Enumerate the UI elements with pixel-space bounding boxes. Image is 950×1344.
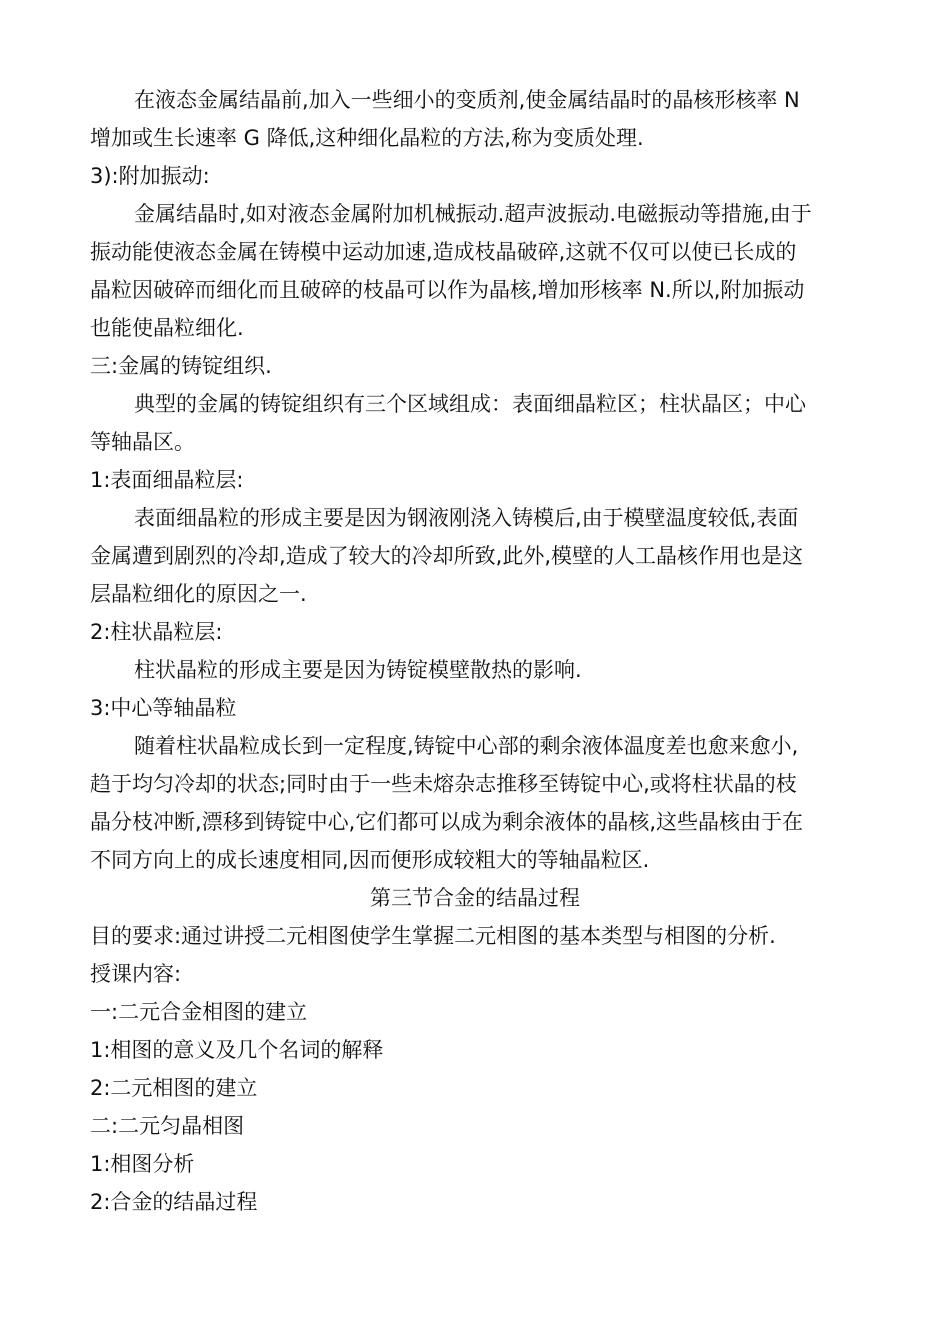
paragraph-line: 金属遭到剧烈的冷却,造成了较大的冷却所致,此外,模壁的人工晶核作用也是这	[90, 544, 804, 568]
section-heading: 3:中心等轴晶粒	[90, 696, 237, 720]
paragraph-line: 金属结晶时,如对液态金属附加机械振动.超声波振动.电磁振动等措施,由于	[134, 202, 812, 226]
paragraph-line: 晶分枝冲断,漂移到铸锭中心,它们都可以成为剩余液体的晶核,这些晶核由于在	[90, 810, 804, 834]
list-item: 2:二元相图的建立	[90, 1076, 258, 1100]
paragraph-line: 层晶粒细化的原因之一.	[90, 582, 307, 606]
section-heading: 1:表面细晶粒层:	[90, 468, 244, 492]
list-item: 2:合金的结晶过程	[90, 1190, 258, 1214]
section-heading: 3):附加振动:	[90, 164, 210, 188]
list-item: 1:相图分析	[90, 1152, 195, 1176]
paragraph-line: 目的要求:通过讲授二元相图使学生掌握二元相图的基本类型与相图的分析.	[90, 924, 776, 948]
list-item: 1:相图的意义及几个名词的解释	[90, 1038, 384, 1062]
paragraph-line: 等轴晶区。	[90, 430, 195, 454]
section-heading: 授课内容:	[90, 962, 182, 986]
paragraph-line: 增加或生长速率 G 降低,这种细化晶粒的方法,称为变质处理.	[90, 126, 644, 150]
paragraph-line: 柱状晶粒的形成主要是因为铸锭模壁散热的影响.	[134, 658, 582, 682]
section-heading: 2:柱状晶粒层:	[90, 620, 223, 644]
paragraph-line: 表面细晶粒的形成主要是因为钢液刚浇入铸模后,由于模壁温度较低,表面	[134, 506, 799, 530]
section-heading: 三:金属的铸锭组织.	[90, 354, 272, 378]
paragraph-line: 也能使晶粒细化.	[90, 316, 244, 340]
section-heading: 一:二元合金相图的建立	[90, 1000, 308, 1024]
paragraph-line: 趋于均匀冷却的状态;同时由于一些未熔杂志推移至铸锭中心,或将柱状晶的枝	[90, 772, 797, 796]
paragraph-line: 在液态金属结晶前,加入一些细小的变质剂,使金属结晶时的晶核形核率 N	[134, 88, 800, 112]
paragraph-line: 随着柱状晶粒成长到一定程度,铸锭中心部的剩余液体温度差也愈来愈小,	[134, 734, 799, 758]
paragraph-line: 不同方向上的成长速度相同,因而便形成较粗大的等轴晶粒区.	[90, 848, 650, 872]
paragraph-line: 晶粒因破碎而细化而且破碎的枝晶可以作为晶核,增加形核率 N.所以,附加振动	[90, 278, 805, 302]
chapter-title: 第三节合金的结晶过程	[370, 886, 580, 910]
paragraph-line: 振动能使液态金属在铸模中运动加速,造成枝晶破碎,这就不仅可以使已长成的	[90, 240, 797, 264]
paragraph-line: 典型的金属的铸锭组织有三个区域组成：表面细晶粒区；柱状晶区；中心	[134, 392, 806, 416]
section-heading: 二:二元匀晶相图	[90, 1114, 245, 1138]
document-page	[90, 81, 860, 1221]
